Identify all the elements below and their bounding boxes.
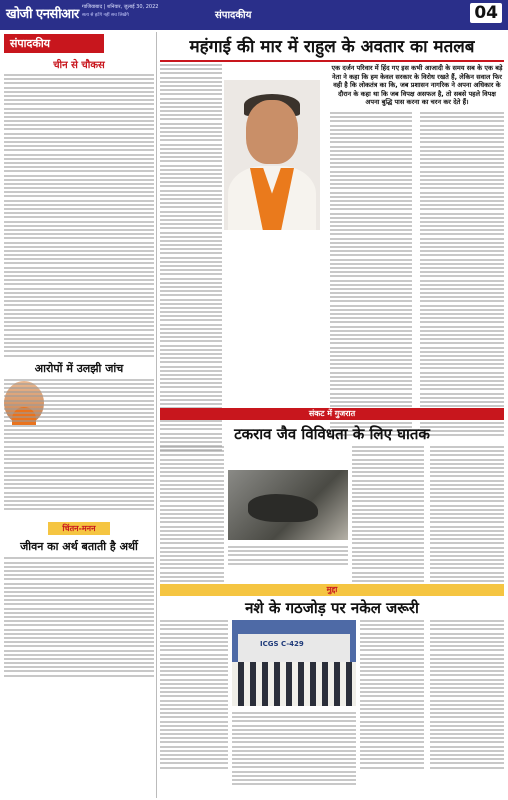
lead-body-col3	[330, 112, 412, 439]
lead-body-col4	[420, 112, 504, 439]
opinion-headline: आरोपों में उलझी जांच	[34, 361, 124, 375]
column-divider	[156, 32, 157, 798]
story2-body-col3	[352, 446, 424, 593]
lead-body-col1	[160, 64, 222, 453]
lead-photo-person	[224, 80, 320, 230]
pull-quote: एक दर्जन परिवार में हिंद गए इस कभी आजादी के समय सब के एक बड़े नेता ने कहा कि हम केवल सरकार के विरोध रखते हैं, लेकिन सवाल फिर वही है कि लोकतंत्र का कि, जब प्रशासन नागरिक ने अपना अधिकार के दौरान के कहा था कि जब विपक्ष असफल है, तो सबसे पहले विपक्ष अपना बुद्धि पास करना का चरन कर देते हैं।	[331, 64, 503, 106]
page-number: 04	[470, 3, 502, 23]
story2-body-col2	[228, 546, 348, 567]
column-body	[4, 557, 154, 676]
column-band-label: चिंतन-मनन	[48, 522, 109, 535]
opinion-body	[4, 379, 154, 511]
column-band	[4, 516, 154, 535]
story2-photo	[228, 470, 348, 540]
left-column	[4, 34, 154, 679]
story3-body-col2	[232, 712, 356, 787]
story2-body-col1	[160, 446, 224, 593]
story2-headline: टकराव जैव विविधता के लिए घातक	[234, 425, 430, 443]
tagline: सत्य से हटेंगे नहीं सच लिखेंगे	[82, 13, 129, 18]
editorial-body	[4, 74, 154, 357]
lead-story	[160, 34, 504, 65]
story3-photo	[232, 620, 356, 706]
lead-headline: महंगाई की मार में राहुल के अवतार का मतलब	[189, 37, 475, 57]
section-title: संपादकीय	[215, 10, 252, 21]
ship-label: ICGS C-429	[260, 640, 304, 648]
story3-body-col3	[360, 620, 424, 771]
headline-rule	[160, 60, 504, 62]
editorial-headline: चीन से चौकस	[53, 60, 105, 71]
section-band-gujarat: संकट में गुजरात	[160, 408, 504, 420]
masthead	[0, 0, 508, 30]
story2-body-col4	[430, 446, 504, 593]
editorial-band: संपादकीय	[4, 34, 104, 53]
section-band-issue: मुद्दा	[160, 584, 504, 596]
story3-body-col1	[160, 620, 228, 771]
story3-body-col4	[430, 620, 504, 771]
newspaper-logo: खोजी एनसीआर	[6, 7, 79, 22]
column-headline: जीवन का अर्थ बताती है अर्थी	[20, 540, 138, 554]
story3-headline: नशे के गठजोड़ पर नकेल जरूरी	[245, 599, 419, 617]
date-line: गाजियाबाद | शनिवार, जुलाई 30, 2022	[82, 4, 159, 10]
